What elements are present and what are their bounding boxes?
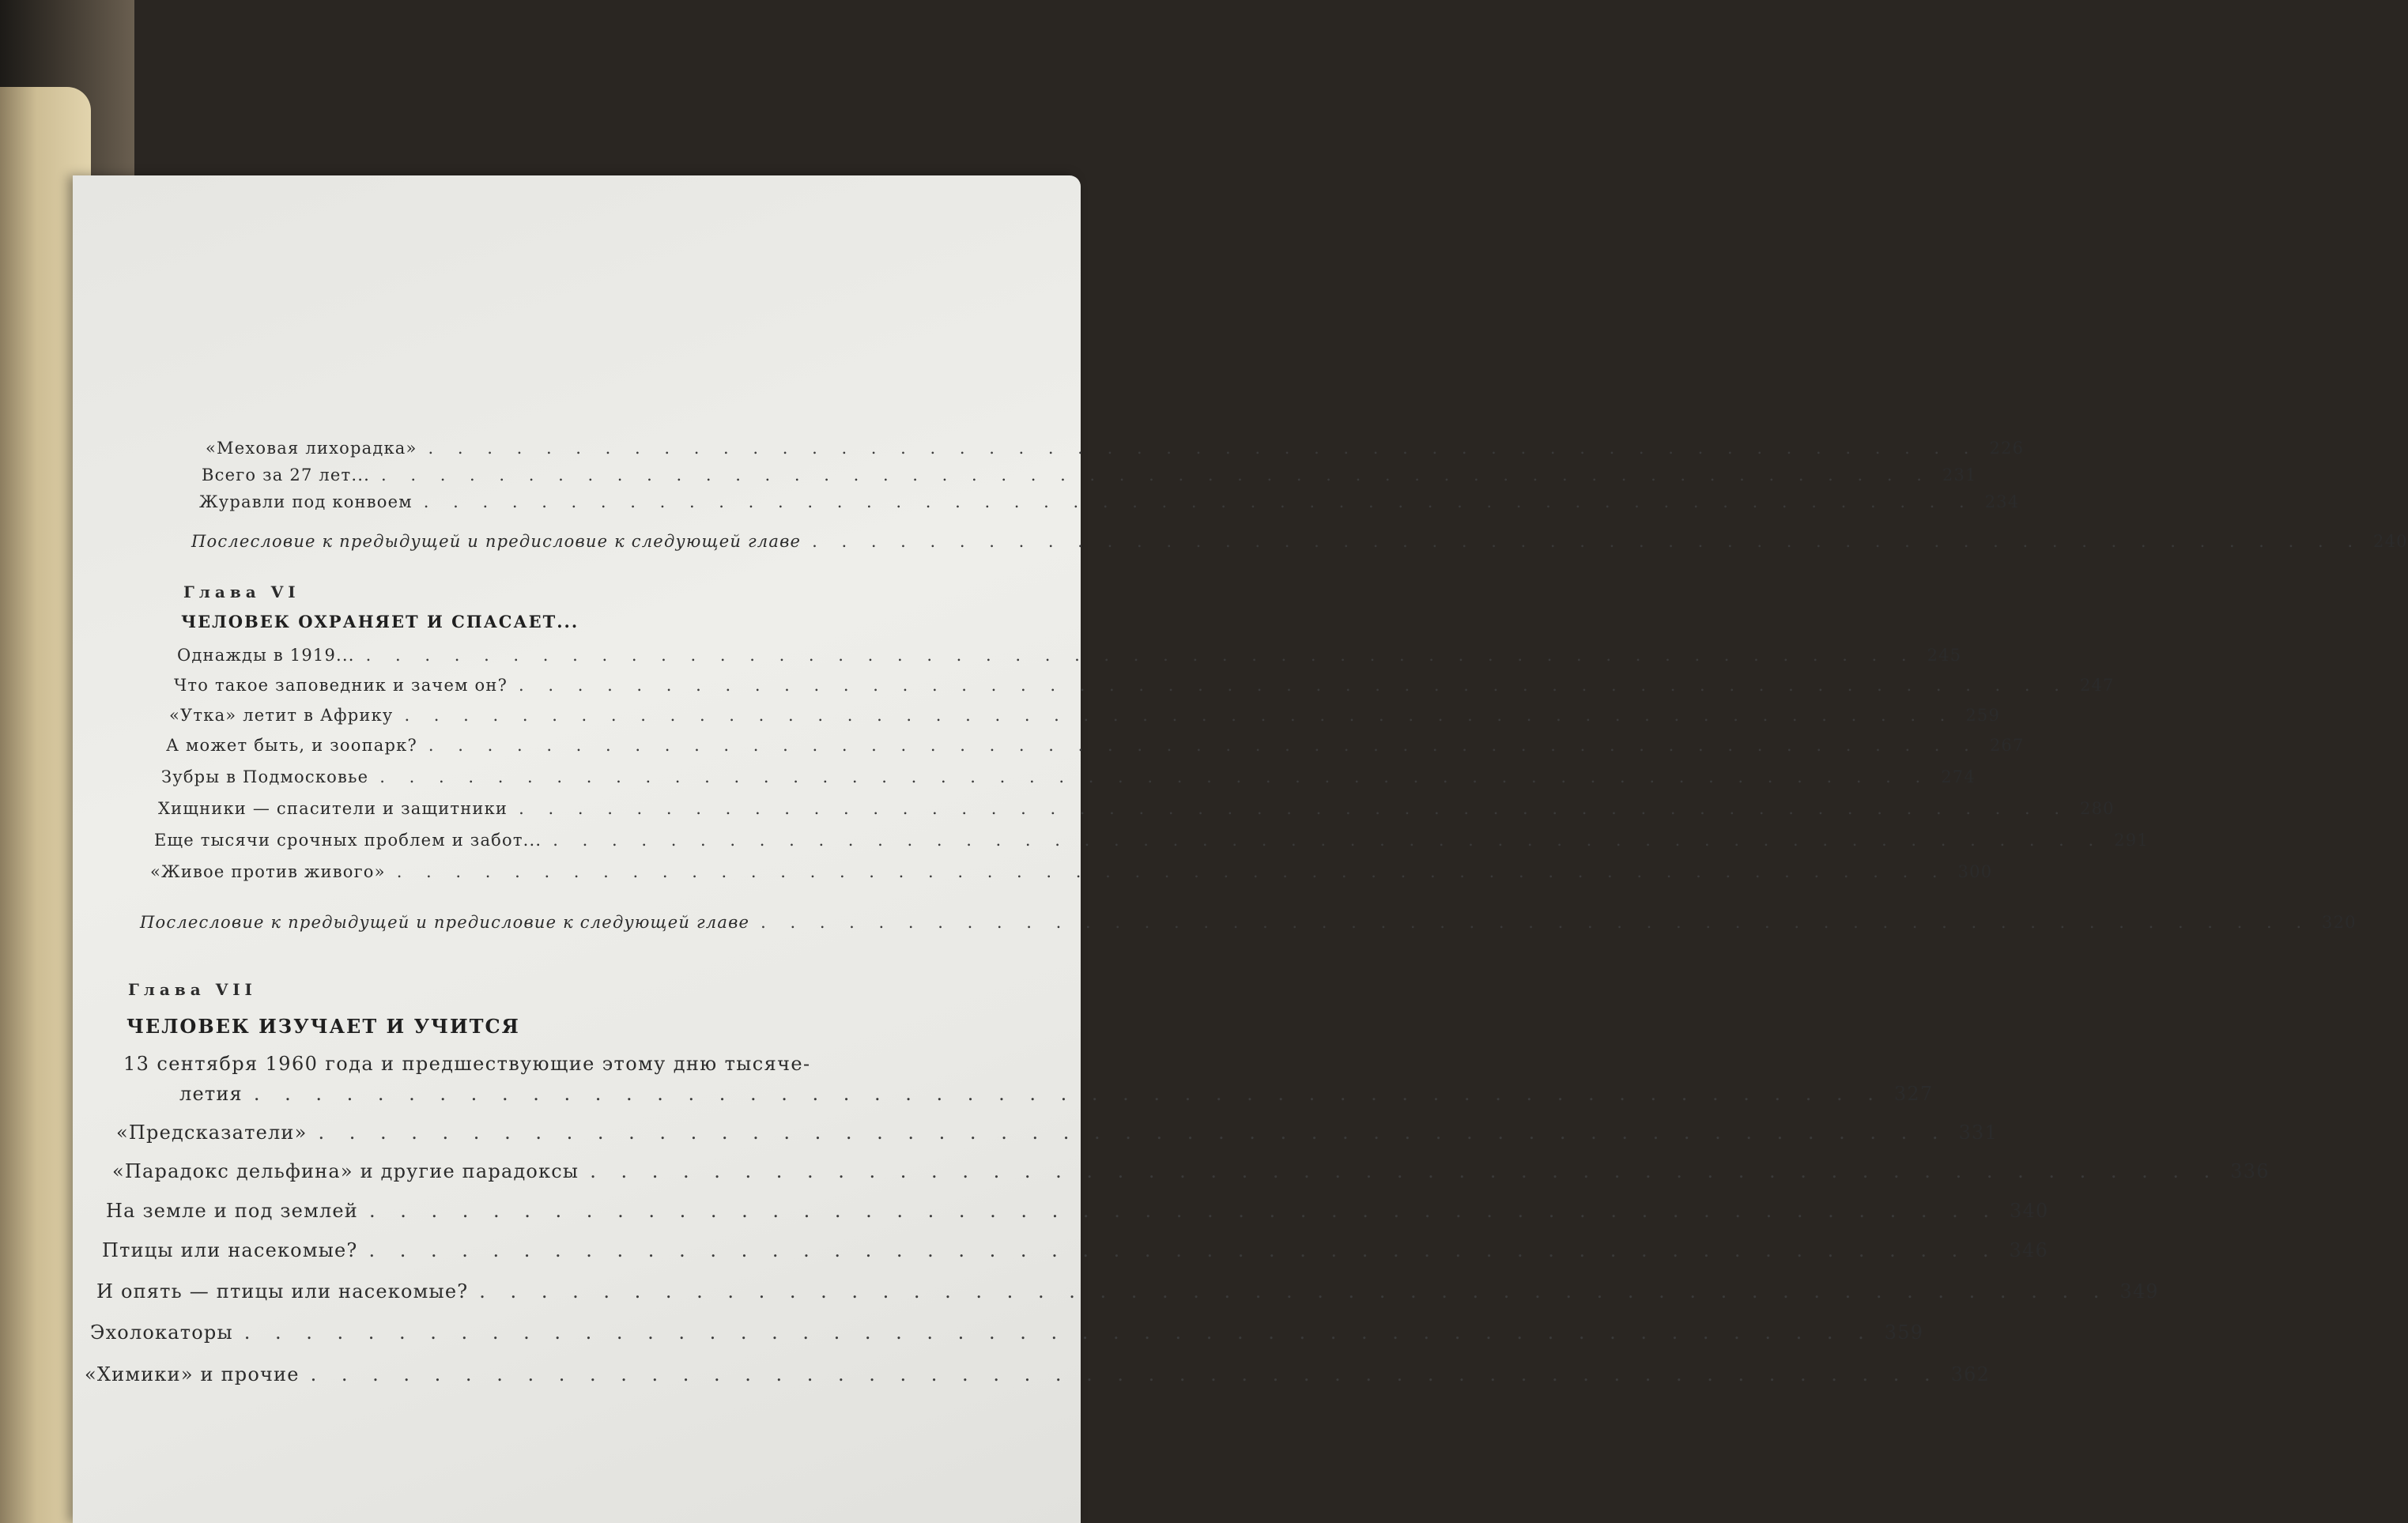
toc-entry (177, 646, 1962, 665)
toc-entry-page: 362 (1950, 1363, 1991, 1385)
toc-entry-page: 274 (1941, 767, 1976, 786)
afterword-page: 240 (2373, 532, 2408, 551)
toc-entry (90, 1321, 1924, 1344)
dot-leader (761, 913, 2311, 932)
dot-leader (368, 1239, 1998, 1261)
toc-entry-title: Что такое заповедник и зачем он? (174, 676, 508, 695)
toc-entry (174, 676, 2115, 695)
toc-entry-page: 340 (2010, 1200, 2049, 1222)
toc-entry-title: Всего за 27 лет... (202, 466, 370, 484)
toc-entry-page: 259 (1965, 706, 2001, 725)
toc-entry-page: 267 (1989, 736, 2025, 755)
toc-entry (116, 1122, 1998, 1144)
dot-leader (479, 1280, 2108, 1302)
toc-entry-title: На земле и под землей (106, 1200, 358, 1222)
toc-entry (96, 1280, 2159, 1302)
toc-entry-page: 280 (2080, 799, 2115, 818)
toc-entry-title: «Живое против живого» (150, 862, 386, 881)
dot-leader (424, 492, 1974, 511)
toc-entry (154, 831, 2149, 850)
toc-afterword (140, 913, 2357, 932)
toc-entry-title: «Парадокс дельфина» и другие парадоксы (112, 1160, 579, 1182)
toc-entry-title-line1: 13 сентября 1960 года и предшествующие этому дню тысяче- (123, 1053, 811, 1075)
dot-leader (311, 1363, 1940, 1385)
toc-entry-title: Зубры в Подмосковье (161, 767, 369, 786)
dot-leader (519, 676, 2069, 695)
afterword-title: Послесловие к предыдущей и предисловие к следующей главе (191, 532, 802, 551)
toc-entry (106, 1200, 2049, 1222)
dot-leader (812, 532, 2362, 551)
toc-entry-title: «Химики» и прочие (85, 1363, 300, 1385)
dot-leader (519, 799, 2069, 818)
toc-entry-page: 336 (2230, 1160, 2270, 1182)
dot-leader (366, 646, 1916, 665)
dot-leader (254, 1083, 1883, 1105)
toc-entry-page: 331 (1958, 1122, 1998, 1144)
toc-entry (199, 492, 2020, 511)
toc-entry-page: 346 (2009, 1239, 2048, 1261)
chapter-label: Глава VII (128, 980, 257, 999)
dot-leader (381, 466, 1931, 484)
toc-entry-title: Однажды в 1919... (177, 646, 355, 665)
dot-leader (379, 767, 1930, 786)
toc-entry (158, 799, 2115, 818)
toc-entry-page: 245 (1927, 646, 1962, 665)
toc-entry-title: И опять — птицы или насекомые? (96, 1280, 469, 1302)
dot-leader (369, 1200, 1998, 1222)
toc-entry-page: 359 (1884, 1321, 1924, 1344)
toc-afterword (191, 532, 2408, 551)
toc-entry (112, 1160, 2270, 1182)
toc-entry (179, 1083, 1934, 1105)
toc-entry-page: 234 (1984, 492, 2020, 511)
toc-entry-page: 300 (1957, 862, 1993, 881)
toc-entry-title: Птицы или насекомые? (102, 1239, 358, 1261)
toc-entry (102, 1239, 2048, 1261)
toc-entry (202, 466, 1977, 484)
toc-entry (161, 767, 1976, 786)
dot-leader (553, 831, 2103, 850)
toc-entry-page: 226 (1989, 439, 2025, 458)
afterword-title: Послесловие к предыдущей и предисловие к следующей главе (140, 913, 750, 932)
dot-leader (244, 1321, 1874, 1344)
toc-entry-title: «Утка» летит в Африку (169, 706, 394, 725)
toc-entry (150, 862, 1993, 881)
toc-entry-title: Хищники — спасители и защитники (158, 799, 508, 818)
table-of-contents (73, 175, 2408, 1523)
toc-entry-page: 231 (1942, 466, 1977, 484)
toc-entry-title: Еще тысячи срочных проблем и забот... (154, 831, 542, 850)
toc-entry-page: 247 (2079, 676, 2115, 695)
chapter-title: ЧЕЛОВЕК ОХРАНЯЕТ И СПАСАЕТ... (181, 612, 579, 631)
toc-entry (85, 1363, 1991, 1385)
afterword-page: 320 (2322, 913, 2357, 932)
dot-leader (397, 862, 1947, 881)
dot-leader (428, 736, 1979, 755)
toc-entry-title: Эхолокаторы (90, 1321, 233, 1344)
chapter-label: Глава VI (183, 582, 300, 601)
toc-entry-title: Журавли под конвоем (199, 492, 413, 511)
chapter-title: ЧЕЛОВЕК ИЗУЧАЕТ И УЧИТСЯ (126, 1015, 520, 1038)
toc-entry-title-line2: летия (179, 1083, 243, 1105)
toc-entry (169, 706, 2001, 725)
dot-leader (590, 1160, 2219, 1182)
toc-entry-title: А может быть, и зоопарк? (166, 736, 417, 755)
dot-leader (428, 439, 1979, 458)
toc-entry (206, 439, 2025, 458)
toc-entry-page: 291 (2114, 831, 2149, 850)
book-page (73, 175, 2408, 1523)
toc-entry-title: «Меховая лихорадка» (206, 439, 417, 458)
toc-entry-page: 327 (1893, 1083, 1934, 1105)
toc-entry (166, 736, 2025, 755)
toc-entry-page: 349 (2119, 1280, 2159, 1302)
dot-leader (404, 706, 1954, 725)
dot-leader (319, 1122, 1948, 1144)
toc-entry-title: «Предсказатели» (116, 1122, 308, 1144)
